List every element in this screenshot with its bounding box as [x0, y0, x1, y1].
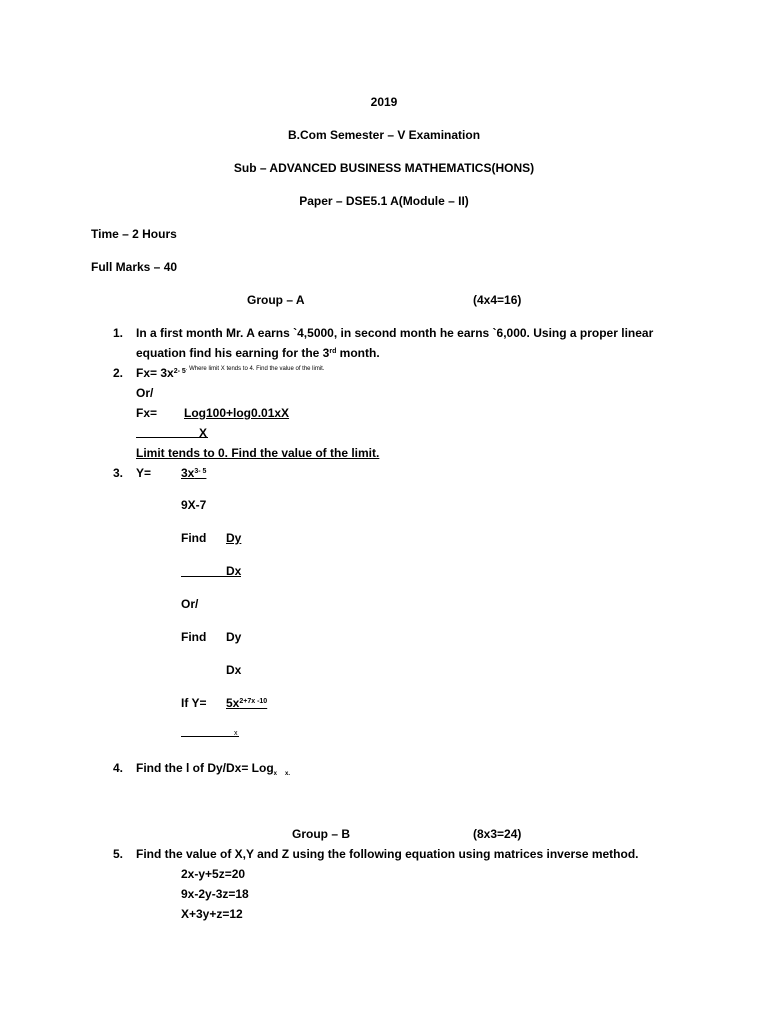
exam-title: B.Com Semester – V Examination: [287, 128, 481, 142]
q5-equation-2: 9x-2y-3z=18: [181, 887, 249, 901]
q2-fraction-bar: [136, 437, 208, 438]
q3-ify-denominator: x: [234, 730, 238, 737]
q2-fraction-numerator: Log100+log0.01xX: [184, 406, 290, 420]
exam-year: 2019: [370, 95, 398, 109]
q2-fraction-denominator: X: [199, 426, 208, 440]
q5-equation-1: 2x-y+5z=20: [181, 867, 246, 881]
q3-ify-label: If Y=: [181, 696, 207, 710]
group-b-title: Group – B: [292, 827, 351, 841]
q5-text: Find the value of X,Y and Z using the following equation using matrices inverse method.: [136, 847, 639, 861]
q2-tail-text: Limit tends to 0. Find the value of the limit.: [136, 446, 380, 460]
q4-text: Find the l of Dy/Dx= Log$_x$ $_{x.}$: [136, 761, 291, 777]
marks-line: Full Marks – 40: [91, 260, 178, 274]
q3-find-1: Find: [181, 531, 207, 545]
q3-dy-2: Dy: [226, 630, 242, 644]
q3-dy-1: Dy: [226, 531, 242, 545]
q2-or: Or/: [136, 386, 154, 400]
paper-line: Paper – DSE5.1 A(Module – II): [299, 194, 469, 208]
q3-dx-2: Dx: [226, 663, 242, 677]
subject-line: Sub – ADVANCED BUSINESS MATHEMATICS(HONS): [233, 161, 535, 175]
q3-or: Or/: [181, 597, 199, 611]
q2-number: 2.: [113, 366, 124, 380]
q3-ify-fraction-bar: [181, 736, 239, 737]
q3-dx-1: Dx: [226, 564, 242, 578]
group-a-title: Group – A: [247, 293, 305, 307]
q3-number: 3.: [113, 466, 124, 480]
q1-line2: equation find his earning for the 3rd month.: [136, 346, 380, 360]
q4-number: 4.: [113, 761, 124, 775]
q5-number: 5.: [113, 847, 124, 861]
time-line: Time – 2 Hours: [91, 227, 177, 241]
q3-y-label: Y=: [136, 466, 152, 480]
q3-ify-expression: $5x^{2+7x -10}$: [226, 696, 268, 710]
q3-find-2: Find: [181, 630, 207, 644]
q1-number: 1.: [113, 326, 124, 340]
group-b-marks: (8x3=24): [473, 827, 522, 841]
q3-fraction-numerator: $3x^{3- 5}$: [181, 466, 207, 480]
q1-line1: In a first month Mr. A earns `4,5000, in second month he earns `6,000. Using a proper linear: [136, 326, 654, 340]
q2-function: $Fx= 3x^{2- 5. Where limit X tends to 4. Find the value of the limit.}$: [136, 366, 325, 380]
q5-equation-3: X+3y+z=12: [181, 907, 243, 921]
q2-fx2-label: Fx=: [136, 406, 158, 420]
q3-fraction-denominator: 9X-7: [181, 498, 207, 512]
group-a-marks: (4x4=16): [473, 293, 522, 307]
